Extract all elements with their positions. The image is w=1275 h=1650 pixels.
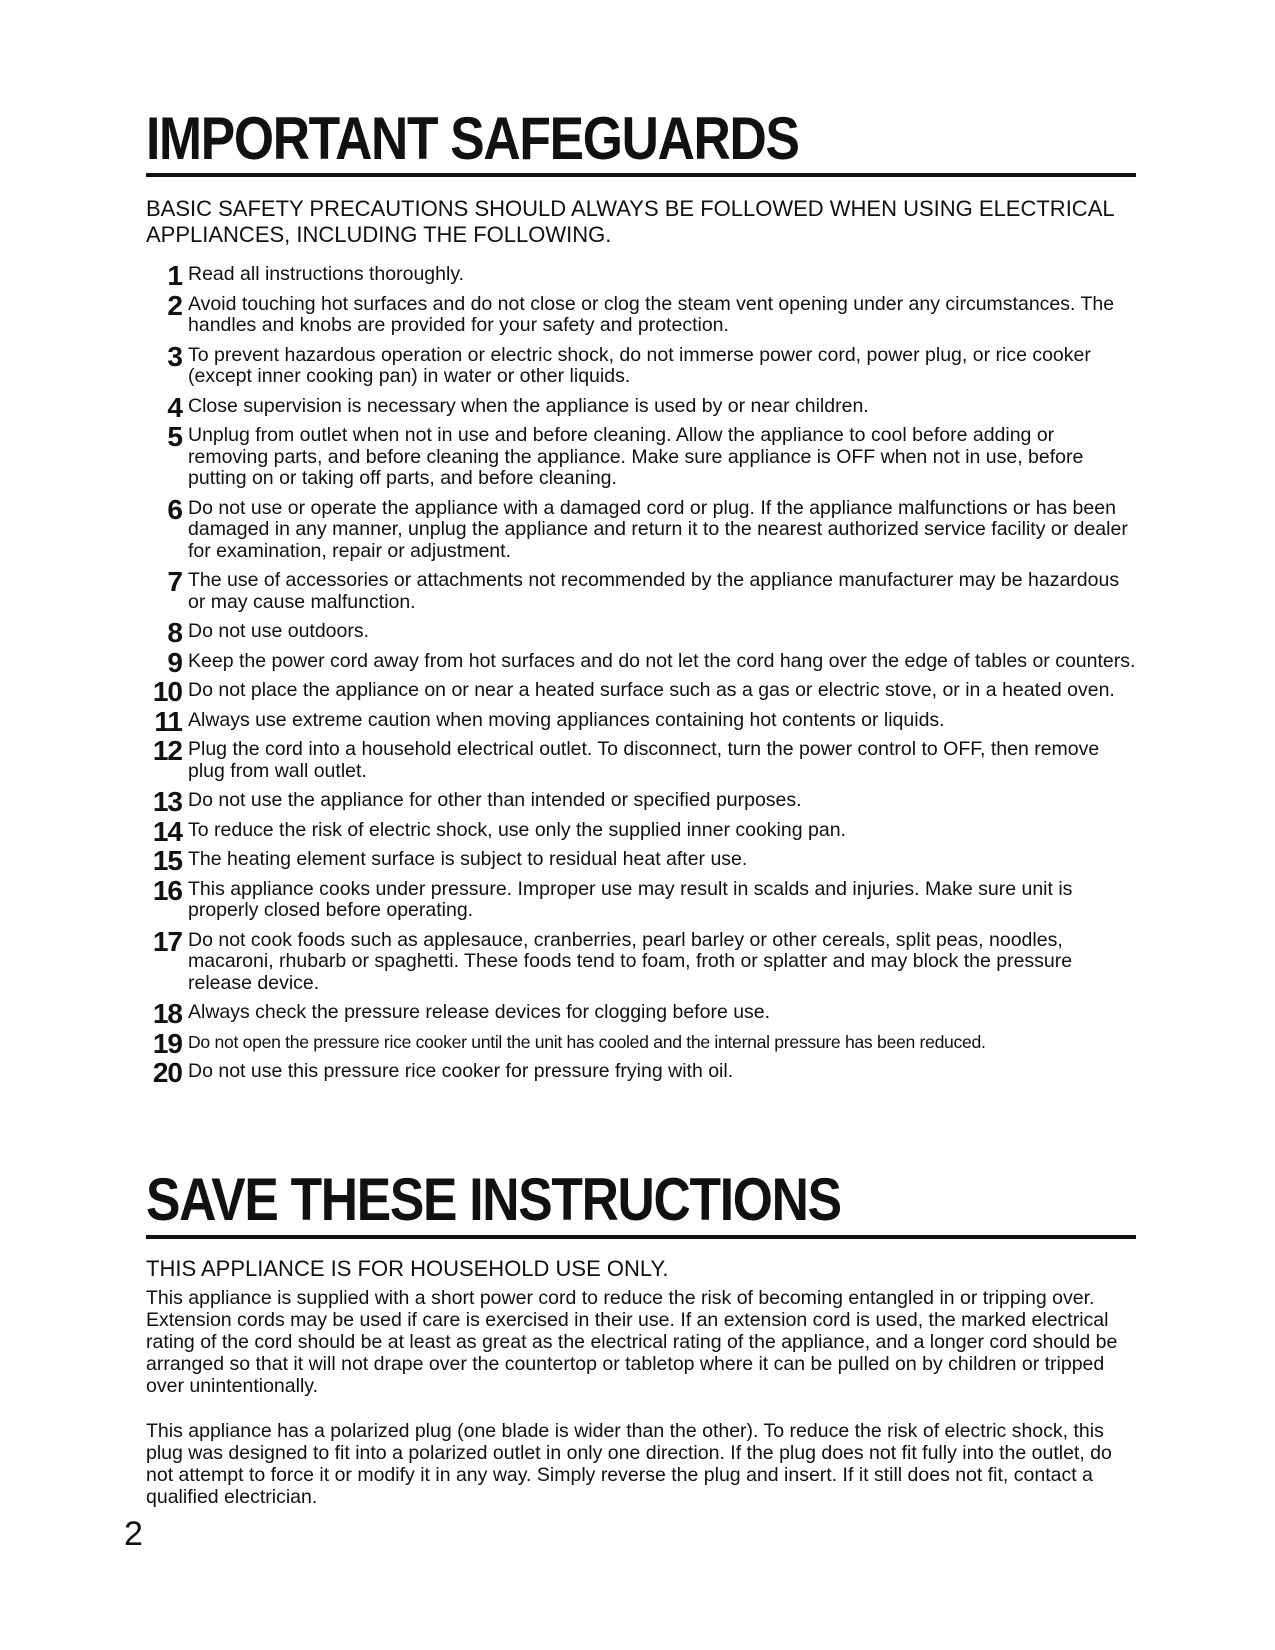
list-item [146,815,1136,847]
item-text: Do not use this pressure rice cooker for pressure frying with oil. [188,1060,734,1082]
list-item [146,998,1136,1029]
item-number: 10 [152,676,182,707]
list-item [146,493,1136,563]
list-item [146,646,1136,678]
item-text: Always use extreme caution when moving appliances containing hot contents or liquids. [188,708,945,731]
list-item [146,617,1136,648]
intro-text: BASIC SAFETY PRECAUTIONS SHOULD ALWAYS BE FOLLOWED WHEN USING ELECTRICAL APPLIANCES, INCLUDING THE FOLLOWING. [146,196,1114,247]
list-item [146,735,1136,782]
item-number: 9 [167,646,182,678]
list-item [146,925,1136,995]
safeguards-list [146,260,1136,1091]
item-number: 6 [167,493,182,525]
list-item [146,289,1136,337]
item-number: 2 [167,289,182,321]
item-number: 1 [167,260,182,291]
item-text: Close supervision is necessary when the appliance is used by or near children. [188,394,869,417]
polarized-plug-paragraph: This appliance has a polarized plug (one blade is wider than the other). To reduce the risk of electric shock, this plug was designed to fit into a polarized outlet in only one direction. If the plug does not fit fully into the outlet, do not attempt to force it or modify it in any way. Simply reverse the plug and insert. If it still does not fit, contact a qualified electrician. [146,1420,1112,1508]
item-number: 7 [167,566,182,597]
list-item [146,340,1136,388]
item-text: Avoid touching hot surfaces and do not close or clog the steam vent opening under any circumstances. The handles and knobs are provided for your safety and protection. [188,292,1115,336]
list-item [146,1027,1136,1059]
item-number: 12 [152,735,182,766]
title-divider [146,173,1136,177]
item-text: Do not use the appliance for other than intended or specified purposes. [188,789,802,811]
item-number: 5 [167,421,182,452]
item-text: This appliance cooks under pressure. Improper use may result in scalds and injuries. Make sure unit is properly closed before operating. [188,877,1073,921]
item-text: Do not place the appliance on or near a heated surface such as a gas or electric stove, or in a heated oven. [188,679,1115,701]
item-text: To prevent hazardous operation or electric shock, do not immerse power cord, power plug, or rice cooker (except inner cooking pan) in water or other liquids. [188,343,1091,387]
item-text: Do not cook foods such as applesauce, cranberries, pearl barley or other cereals, split peas, noodles, macaroni, rhubarb or spaghetti. These foods tend to foam, froth or splatter and may block the pressure release device. [188,928,1073,994]
item-text: Always check the pressure release devices for clogging before use. [188,1001,771,1023]
item-number: 17 [152,925,182,957]
item-number: 16 [152,874,182,906]
item-number: 3 [167,340,182,372]
item-text: Do not use outdoors. [188,620,370,642]
page-number: 2 [124,1515,143,1553]
item-text: Plug the cord into a household electrical outlet. To disconnect, turn the power control to OFF, then remove plug from wall outlet. [188,738,1100,782]
extension-cord-paragraph: This appliance is supplied with a short power cord to reduce the risk of becoming entangled in or tripping over. Extension cords may be used if care is exercised in their use. If an extension cord is used, the marked electrical rating of the cord should be at least as great as the electrical rating of the appliance, and a longer cord should be arranged so that it will not drape over the countertop or tabletop where it can be pulled on by children or tripped over unintentionally. [146,1287,1118,1397]
page-title: IMPORTANT SAFEGUARDS [146,105,799,172]
item-number: 4 [167,391,182,423]
list-item [146,566,1136,613]
item-number: 15 [152,845,182,876]
save-instructions-title: SAVE THESE INSTRUCTIONS [146,1166,841,1233]
list-item [146,874,1136,922]
item-number: 20 [152,1057,182,1088]
list-item [146,786,1136,817]
item-text: Do not use or operate the appliance with a damaged cord or plug. If the appliance malfunctions or has been damaged in any manner, unplug the appliance and return it to the nearest authorized service facility or dealer for examination, repair or adjustment. [188,496,1128,562]
item-text: Do not open the pressure rice cooker until the unit has cooled and the internal pressure has been reduced. [188,1031,986,1052]
list-item [146,1057,1136,1088]
item-text: The use of accessories or attachments not recommended by the appliance manufacturer may be hazardous or may cause malfunction. [188,569,1120,613]
item-text: The heating element surface is subject to residual heat after use. [188,848,748,870]
item-text: Keep the power cord away from hot surfaces and do not let the cord hang over the edge of tables or counters. [188,649,1136,672]
list-item [146,421,1136,490]
item-number: 11 [154,705,182,737]
item-number: 19 [152,1027,182,1059]
list-item [146,845,1136,876]
save-title-divider [146,1235,1136,1239]
item-text: To reduce the risk of electric shock, use only the supplied inner cooking pan. [188,818,846,841]
list-item [146,705,1136,737]
list-item [146,676,1136,707]
list-item [146,391,1136,423]
item-number: 18 [152,998,182,1029]
item-text: Unplug from outlet when not in use and before cleaning. Allow the appliance to cool before adding or removing parts, and before cleaning the appliance. Make sure appliance is OFF when not in use, before putting on or taking off parts, and before cleaning. [188,424,1084,489]
item-text: Read all instructions thoroughly. [188,263,465,285]
list-item [146,260,1136,291]
household-use-note: THIS APPLIANCE IS FOR HOUSEHOLD USE ONLY. [146,1256,669,1281]
item-number: 14 [152,815,182,847]
item-number: 13 [152,786,182,817]
item-number: 8 [167,617,182,648]
